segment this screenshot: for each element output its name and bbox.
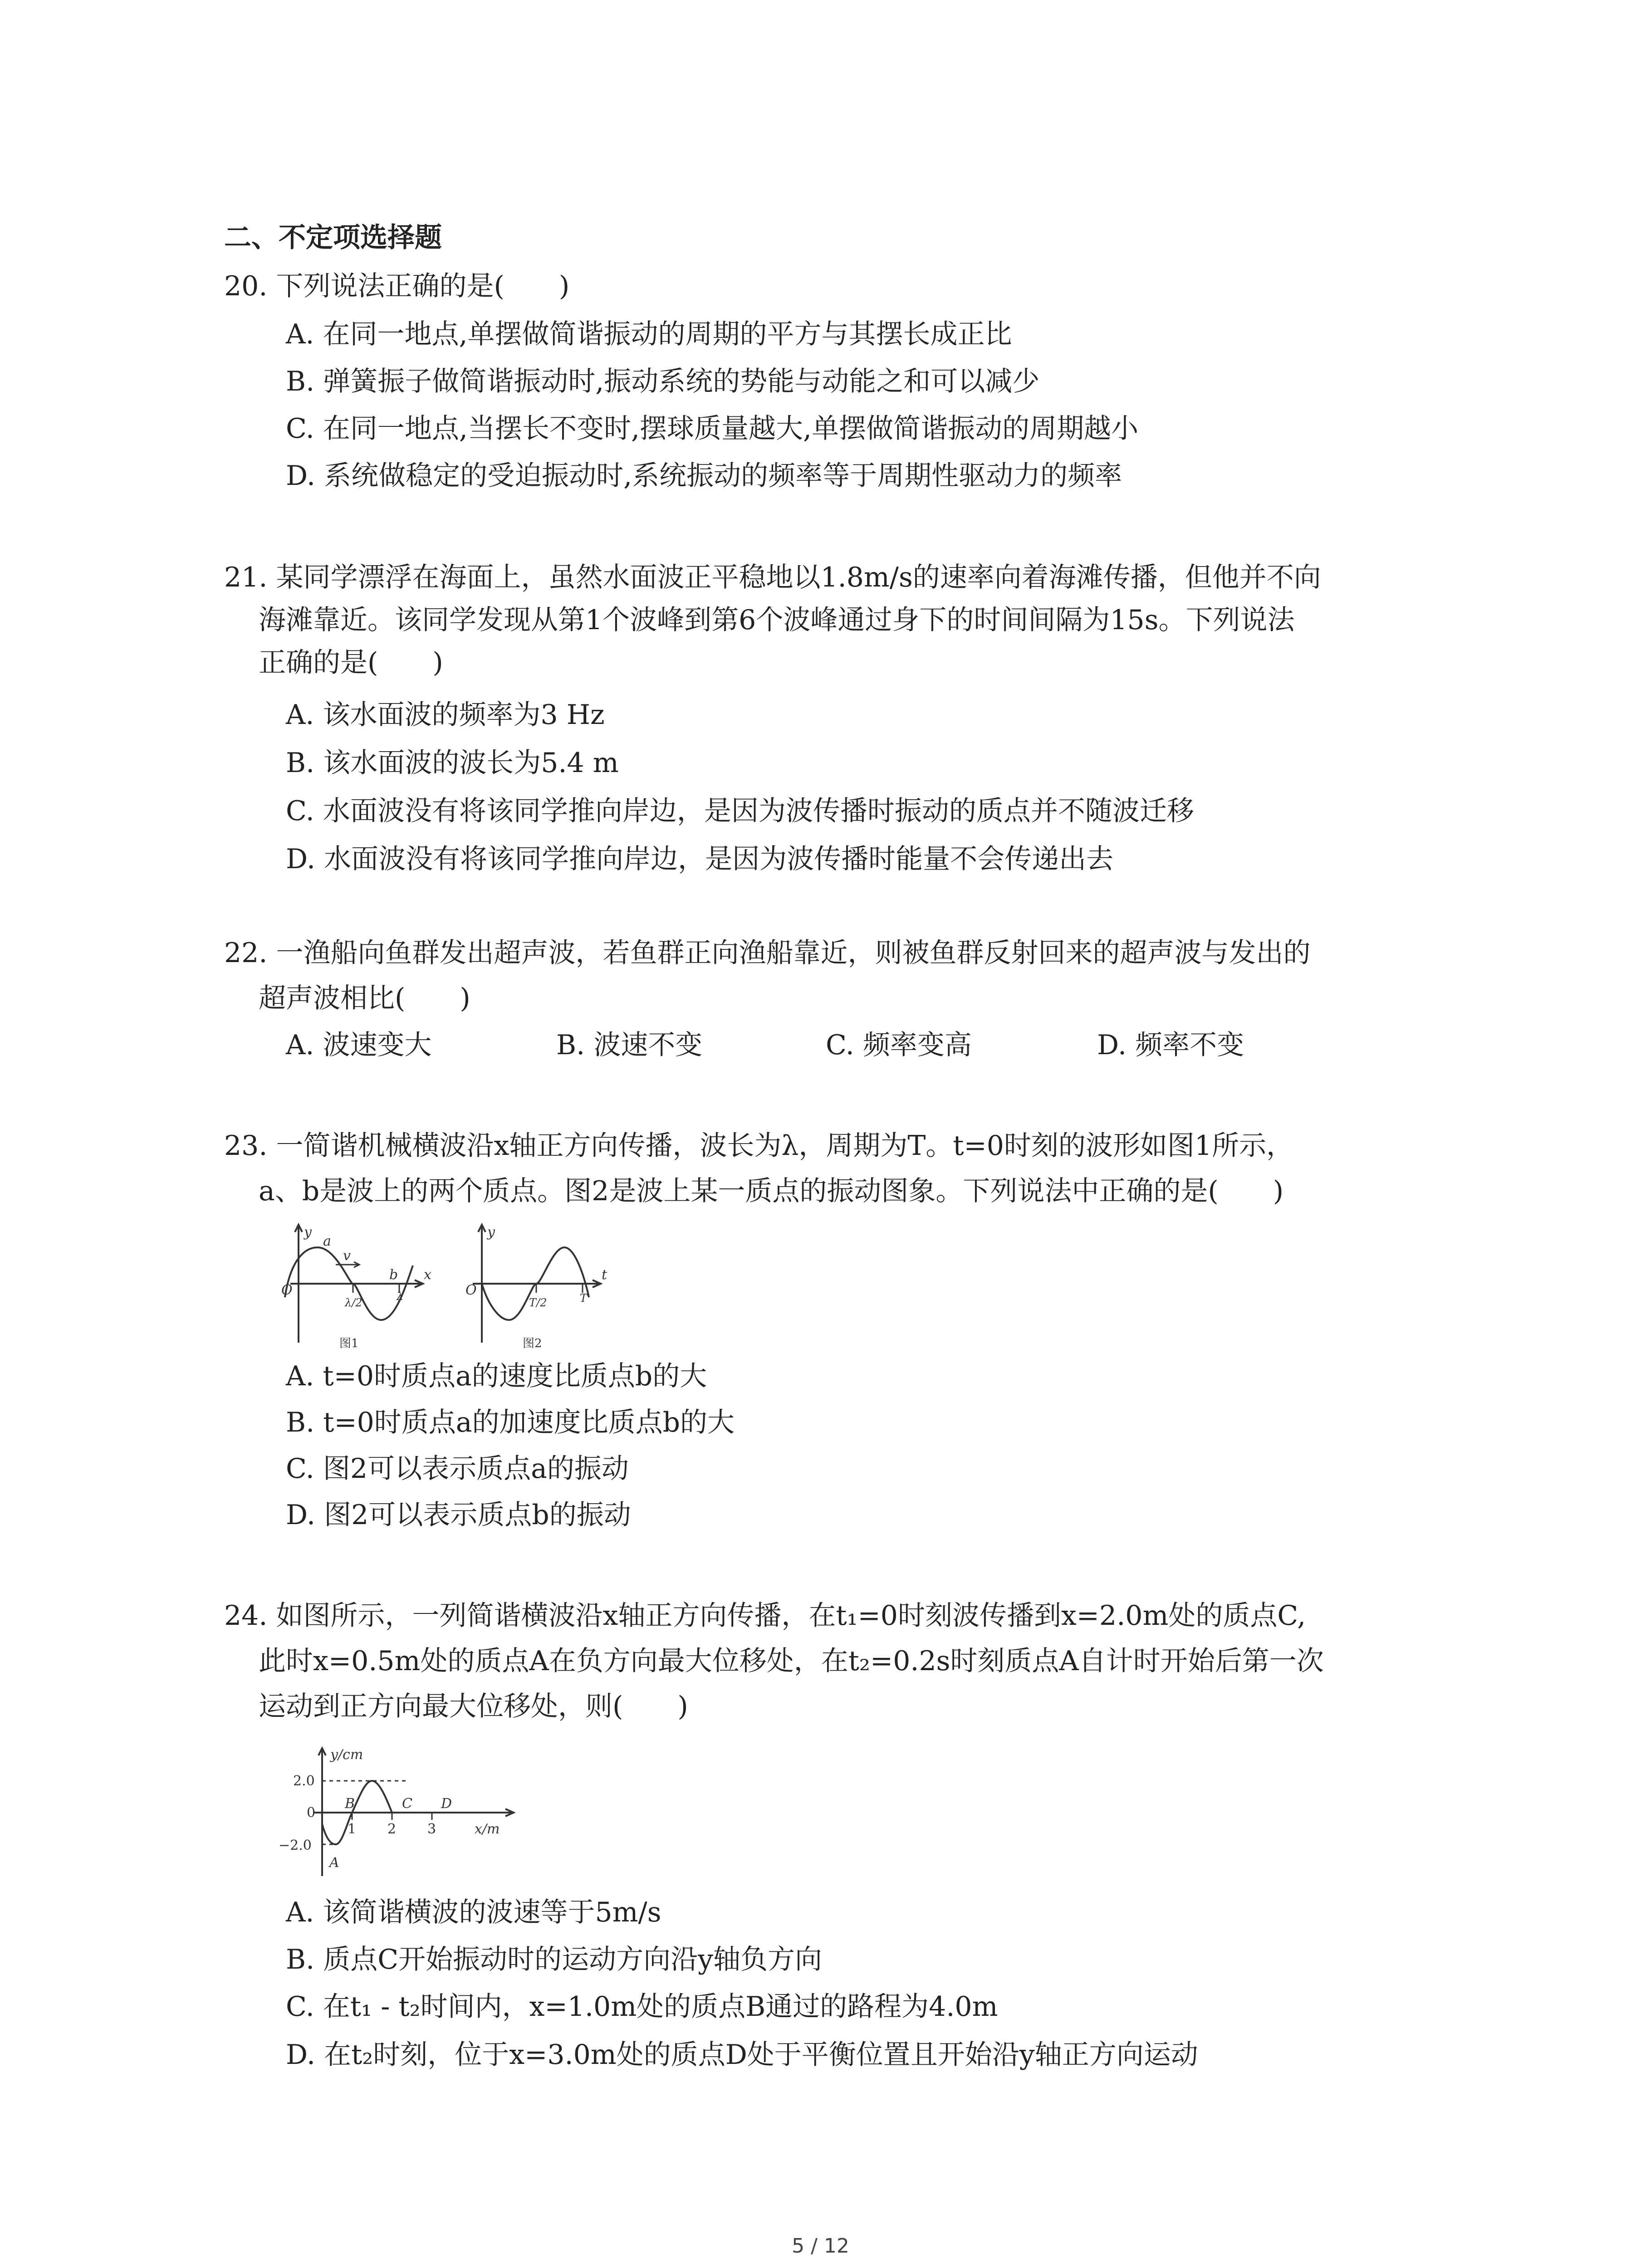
fig3-y-axis-label: y/cm	[330, 1747, 363, 1763]
option-c: C. 在同一地点,当摆长不变时,摆球质量越大,单摆做简谐振动的周期越小	[286, 413, 1139, 445]
fig1-lambda-label: λ	[397, 1290, 404, 1303]
fig3-x-axis-label: x/m	[475, 1821, 500, 1837]
fig2-t-label: t	[602, 1267, 607, 1283]
fig3-x1-label: 1	[348, 1821, 357, 1837]
question-stem-line-3: 正确的是( )	[259, 647, 443, 679]
fig2-caption: 图2	[523, 1337, 542, 1350]
option-d: D. 图2可以表示质点b的振动	[286, 1499, 631, 1531]
fig2-half-t-label: T/2	[529, 1296, 547, 1309]
option-d: D. 水面波没有将该同学推向岸边，是因为波传播时能量不会传递出去	[286, 843, 1114, 875]
fig1-v-label: v	[343, 1248, 351, 1264]
figure-1-waveform	[277, 1220, 440, 1352]
option-b: B. 质点C开始振动时的运动方向沿y轴负方向	[286, 1944, 823, 1975]
fig3-x2-label: 2	[387, 1821, 397, 1837]
fig2-y-label: y	[487, 1224, 495, 1240]
fig3-point-b-label: B	[345, 1796, 355, 1812]
option-b: B. t=0时质点a的加速度比质点b的大	[286, 1407, 735, 1438]
fig1-x-label: x	[424, 1267, 431, 1283]
question-stem: 21. 某同学漂浮在海面上，虽然水面波正平稳地以1.8m/s的速率向着海滩传播，但他并不向	[224, 562, 1321, 593]
option-d: D. 频率不变	[1097, 1029, 1244, 1061]
figure-2-vibration-graph	[464, 1220, 613, 1352]
option-c: C. 在t₁ - t₂时间内，x=1.0m处的质点B通过的路程为4.0m	[286, 1991, 998, 2023]
question-stem-line-3: 运动到正方向最大位移处，则( )	[259, 1691, 688, 1722]
figure-3-wave-graph	[272, 1745, 526, 1881]
option-c: C. 水面波没有将该同学推向岸边，是因为波传播时振动的质点并不随波迁移	[286, 795, 1194, 827]
question-stem: 20. 下列说法正确的是( )	[224, 270, 570, 302]
question-stem: 22. 一渔船向鱼群发出超声波，若鱼群正向渔船靠近，则被鱼群反射回来的超声波与发出的	[224, 937, 1311, 969]
option-c: C. 频率变高	[826, 1029, 972, 1061]
question-stem: 23. 一简谐机械横波沿x轴正方向传播，波长为λ，周期为T。t=0时刻的波形如图1所示，	[224, 1130, 1294, 1162]
option-c: C. 图2可以表示质点a的振动	[286, 1453, 629, 1485]
option-d: D. 系统做稳定的受迫振动时,系统振动的频率等于周期性驱动力的频率	[286, 460, 1122, 492]
fig3-y-top-label: 2.0	[293, 1773, 315, 1789]
option-a: A. t=0时质点a的速度比质点b的大	[286, 1360, 707, 1392]
option-a: A. 在同一地点,单摆做简谐振动的周期的平方与其摆长成正比	[286, 318, 1012, 350]
option-b: B. 波速不变	[556, 1029, 703, 1061]
fig3-y-zero-label: 0	[307, 1805, 316, 1821]
fig3-point-c-label: C	[402, 1796, 412, 1812]
fig1-half-lambda-label: λ/2	[345, 1296, 362, 1309]
fig3-y-bottom-label: −2.0	[279, 1838, 312, 1853]
fig1-b-label: b	[389, 1267, 398, 1283]
fig3-x3-label: 3	[427, 1821, 436, 1837]
fig1-a-label: a	[323, 1233, 331, 1249]
page-number: 5 / 12	[792, 2234, 849, 2258]
option-a: A. 波速变大	[286, 1029, 432, 1061]
question-stem: 24. 如图所示，一列简谐横波沿x轴正方向传播，在t₁=0时刻波传播到x=2.0m处的质点C,	[224, 1600, 1306, 1632]
question-stem-line-2: 海滩靠近。该同学发现从第1个波峰到第6个波峰通过身下的时间间隔为15s。下列说法	[259, 604, 1295, 636]
fig1-caption: 图1	[339, 1337, 359, 1350]
section-title: 二、不定项选择题	[224, 222, 442, 254]
option-a: A. 该简谐横波的波速等于5m/s	[286, 1897, 661, 1928]
option-b: B. 该水面波的波长为5.4 m	[286, 747, 619, 779]
fig3-point-a-label: A	[329, 1855, 339, 1871]
option-d: D. 在t₂时刻，位于x=3.0m处的质点D处于平衡位置且开始沿y轴正方向运动	[286, 2039, 1198, 2071]
option-b: B. 弹簧振子做简谐振动时,振动系统的势能与动能之和可以减少	[286, 366, 1040, 397]
fig1-origin-label: O	[281, 1282, 293, 1298]
fig3-point-d-label: D	[441, 1796, 452, 1812]
option-a: A. 该水面波的频率为3 Hz	[286, 699, 605, 731]
question-stem-line-2: a、b是波上的两个质点。图2是波上某一质点的振动图象。下列说法中正确的是( )	[259, 1175, 1284, 1207]
fig2-origin-label: O	[465, 1282, 477, 1298]
question-stem-line-2: 此时x=0.5m处的质点A在负方向最大位移处，在t₂=0.2s时刻质点A自计时开始后第一次	[259, 1645, 1324, 1677]
fig1-y-label: y	[304, 1224, 312, 1240]
question-stem-line-2: 超声波相比( )	[259, 982, 470, 1014]
fig2-t-tick-label: T	[580, 1292, 588, 1305]
